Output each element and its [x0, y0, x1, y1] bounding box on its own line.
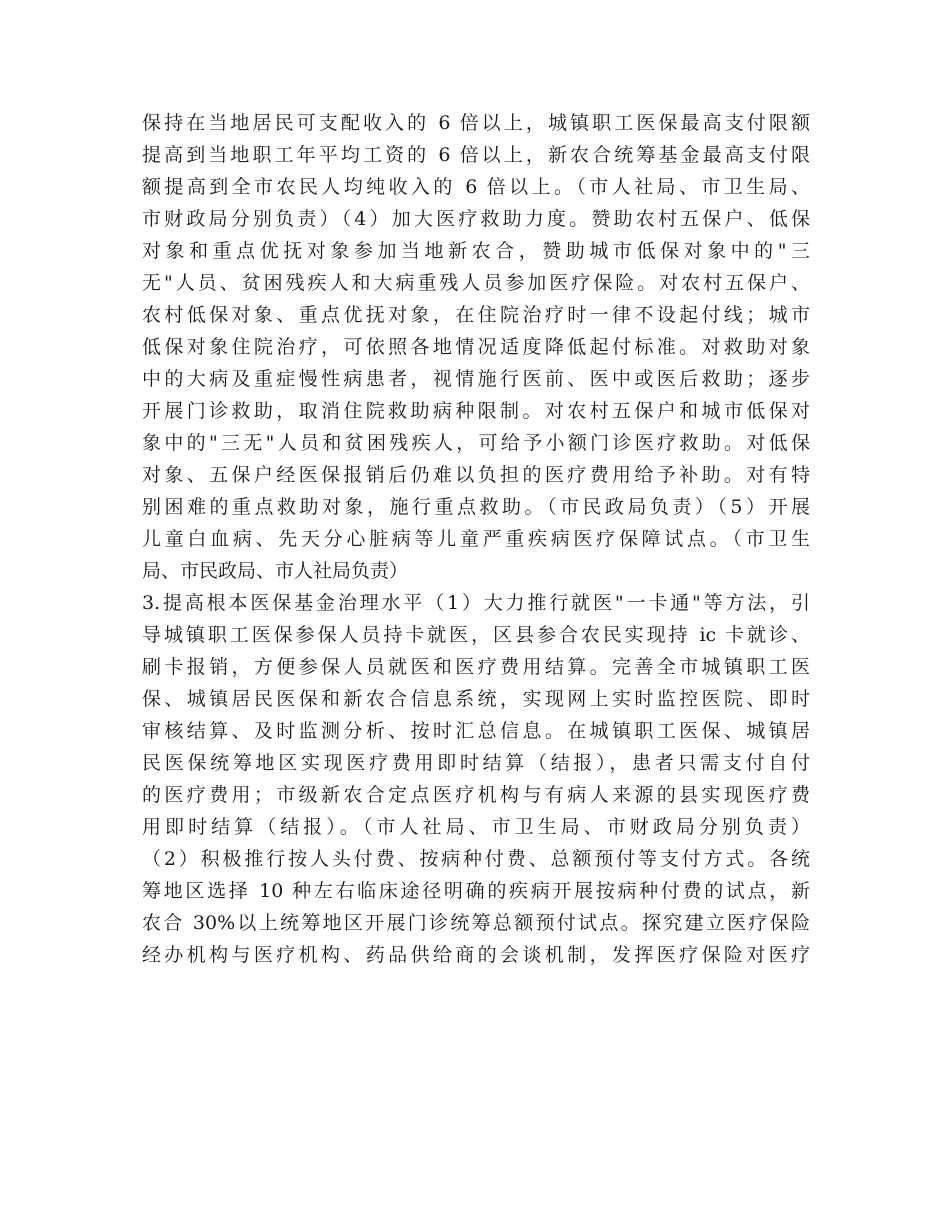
document-page: [142, 107, 810, 971]
text-line-9: 中的大病及重症慢性病患者，视情施行医前、医中或医后救助；逐步: [142, 368, 810, 390]
text-line-20: 审核结算、及时监测分析、按时汇总信息。在城镇职工医保、城镇居: [142, 720, 810, 742]
text-line-21: 民医保统筹地区实现医疗费用即时结算（结报），患者只需支付自付: [142, 752, 810, 774]
text-line-3: 额提高到全市农民人均纯收入的 6 倍以上。（市人社局、市卫生局、: [142, 176, 810, 198]
text-line-27: 经办机构与医疗机构、药品供给商的会谈机制，发挥医疗保险对医疗: [142, 944, 810, 966]
text-line-22: 的医疗费用；市级新农合定点医疗机构与有病人来源的县实现医疗费: [142, 784, 810, 806]
text-line-7: 农村低保对象、重点优抚对象，在住院治疗时一律不设起付线；城市: [142, 304, 810, 326]
text-line-8: 低保对象住院治疗，可依照各地情况适度降低起付标准。对救助对象: [142, 336, 810, 358]
text-line-2: 提高到当地职工年平均工资的 6 倍以上，新农合统筹基金最高支付限: [142, 144, 810, 166]
text-line-24: （2）积极推行按人头付费、按病种付费、总额预付等支付方式。各统: [142, 848, 810, 870]
text-line-13: 别困难的重点救助对象，施行重点救助。（市民政局负责）（5）开展: [142, 496, 810, 518]
text-line-18: 刷卡报销，方便参保人员就医和医疗费用结算。完善全市城镇职工医: [142, 656, 810, 678]
text-line-26: 农合 30%以上统筹地区开展门诊统筹总额预付试点。探究建立医疗保险: [142, 912, 810, 934]
text-line-14: 儿童白血病、先天分心脏病等儿童严重疾病医疗保障试点。（市卫生: [142, 528, 810, 550]
text-line-23: 用即时结算（结报）。（市人社局、市卫生局、市财政局分别负责）: [142, 816, 810, 838]
text-line-15: 局、市民政局、市人社局负责）: [142, 560, 409, 582]
text-line-1: 保持在当地居民可支配收入的 6 倍以上，城镇职工医保最高支付限额: [142, 112, 810, 134]
text-line-4: 市财政局分别负责）（4）加大医疗救助力度。赞助农村五保户、低保: [142, 208, 810, 230]
text-line-6: 无"人员、贫困残疾人和大病重残人员参加医疗保险。对农村五保户、: [142, 272, 810, 294]
text-line-19: 保、城镇居民医保和新农合信息系统，实现网上实时监控医院、即时: [142, 688, 810, 710]
text-line-5: 对象和重点优抚对象参加当地新农合，赞助城市低保对象中的"三: [142, 240, 810, 262]
text-line-12: 对象、五保户经医保报销后仍难以负担的医疗费用给予补助。对有特: [142, 464, 810, 486]
text-line-17: 导城镇职工医保参保人员持卡就医，区县参合农民实现持 ic 卡就诊、: [142, 624, 810, 646]
text-line-11: 象中的"三无"人员和贫困残疾人，可给予小额门诊医疗救助。对低保: [142, 432, 810, 454]
text-line-25: 筹地区选择 10 种左右临床途径明确的疾病开展按病种付费的试点，新: [142, 880, 810, 902]
text-line-10: 开展门诊救助，取消住院救助病种限制。对农村五保户和城市低保对: [142, 400, 810, 422]
text-line-16: 3.提高根本医保基金治理水平（1）大力推行就医"一卡通"等方法，引: [142, 592, 810, 614]
